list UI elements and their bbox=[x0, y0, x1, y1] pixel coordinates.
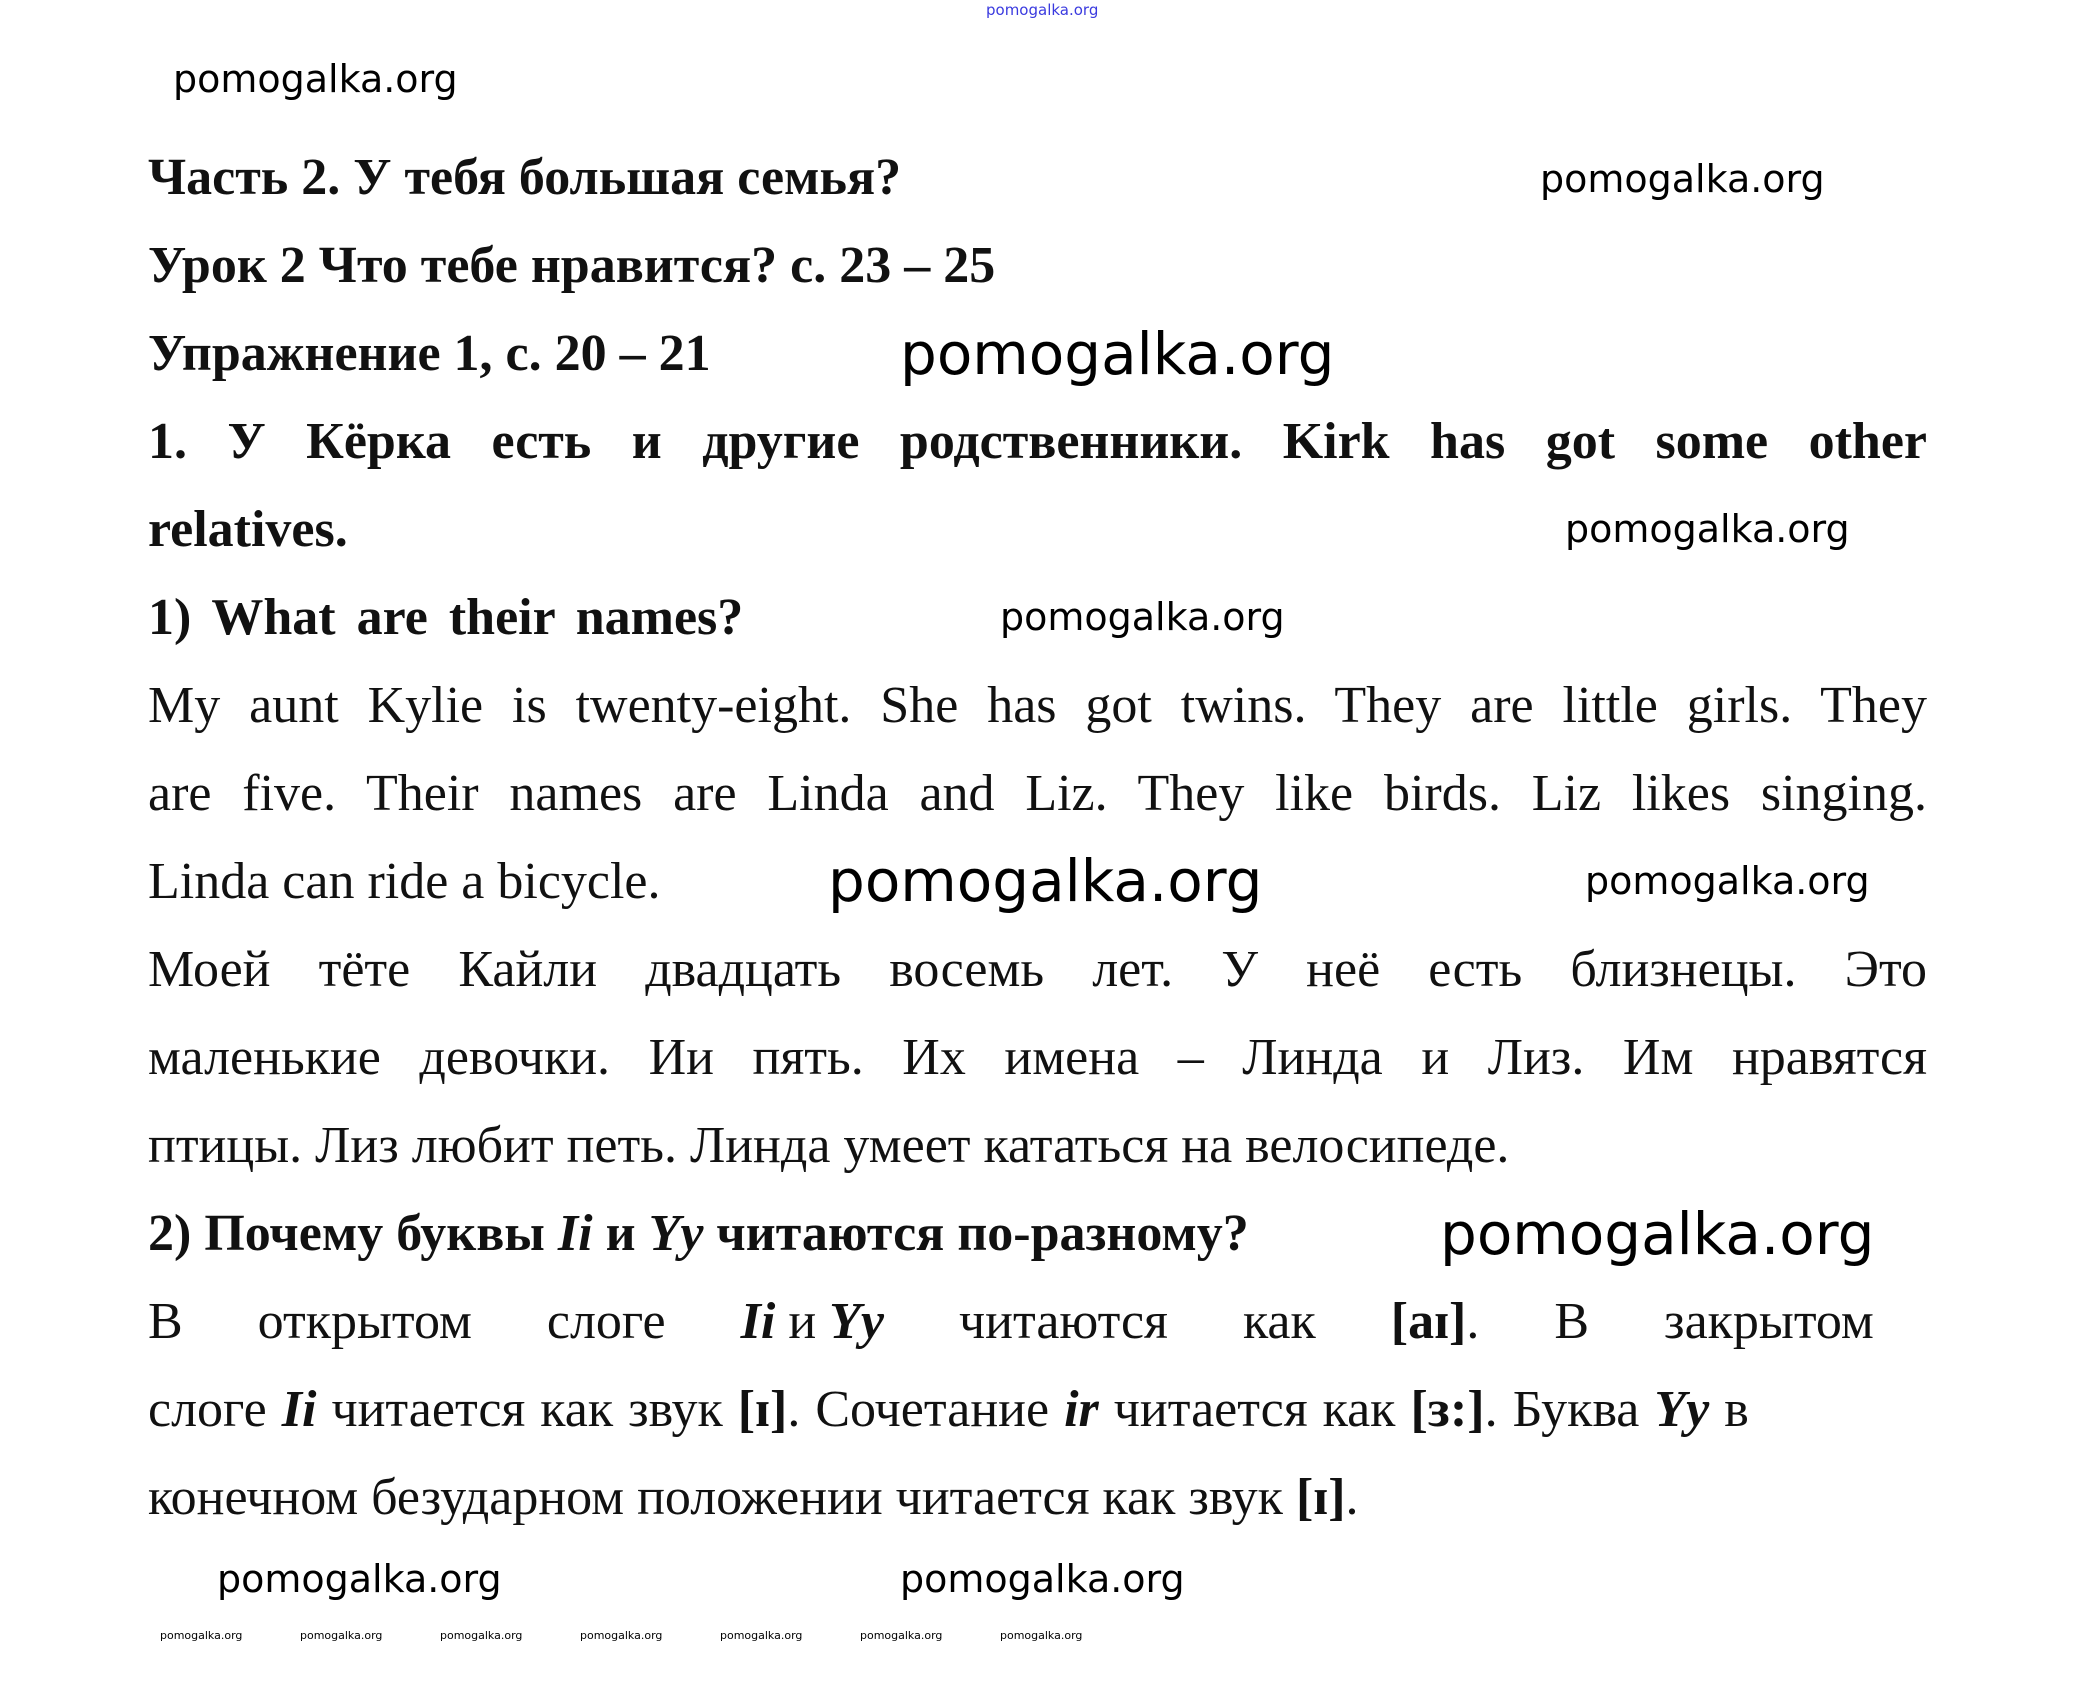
watermark: pomogalka.org bbox=[1440, 1200, 1875, 1268]
watermark: pomogalka.org bbox=[217, 1557, 502, 1601]
answer-text: читается как bbox=[1098, 1381, 1411, 1438]
answer-text: и bbox=[775, 1293, 830, 1350]
answer-text: читается как звук bbox=[316, 1381, 738, 1438]
watermark: pomogalka.org bbox=[173, 57, 458, 101]
answer-text: в bbox=[1709, 1381, 1749, 1438]
watermark: pomogalka.org bbox=[440, 1629, 523, 1642]
watermark: pomogalka.org bbox=[1585, 859, 1870, 903]
answer-line-3 bbox=[148, 1469, 1927, 1526]
letter-ii: Ii bbox=[281, 1381, 317, 1438]
watermark: pomogalka.org bbox=[1540, 157, 1825, 201]
lesson-heading: Урок 2 Что тебе нравится? с. 23 – 25 bbox=[148, 237, 996, 294]
transcription: [ɜ:] bbox=[1410, 1381, 1485, 1438]
exercise-heading: Упражнение 1, с. 20 – 21 bbox=[148, 325, 711, 382]
watermark: pomogalka.org bbox=[1565, 507, 1850, 551]
answer-text: . В закрытом bbox=[1466, 1293, 1874, 1350]
answer-line-1 bbox=[148, 1293, 1927, 1350]
watermark: pomogalka.org bbox=[580, 1629, 663, 1642]
q2-text: и bbox=[592, 1205, 649, 1262]
task-heading-line2: relatives. bbox=[148, 501, 348, 558]
letter-ii: Ii bbox=[740, 1293, 776, 1350]
answer-text: конечном безударном положении читается как звук bbox=[148, 1469, 1296, 1526]
letter-combination-ir: ir bbox=[1064, 1381, 1099, 1438]
russian-line: маленькие девочки. Ии пять. Их имена – Линда и Лиз. Им нравятся bbox=[148, 1029, 1927, 1086]
watermark: pomogalka.org bbox=[900, 320, 1335, 388]
watermark: pomogalka.org bbox=[1000, 1629, 1083, 1642]
answer-text: слоге bbox=[148, 1381, 282, 1438]
watermark: pomogalka.org bbox=[1000, 595, 1285, 639]
letter-ii: Ii bbox=[557, 1205, 593, 1262]
transcription: [aɪ] bbox=[1390, 1293, 1467, 1350]
english-line: are five. Their names are Linda and Liz. They like birds. Liz likes singing. bbox=[148, 765, 1927, 822]
watermark: pomogalka.org bbox=[860, 1629, 943, 1642]
transcription: [ɪ] bbox=[1295, 1469, 1346, 1526]
watermark: pomogalka.org bbox=[300, 1629, 383, 1642]
q2-text: читаются по-разному? bbox=[703, 1205, 1249, 1262]
watermark: pomogalka.org bbox=[986, 1, 1099, 19]
answer-text: . bbox=[1345, 1469, 1359, 1526]
answer-text: . Буква bbox=[1484, 1381, 1655, 1438]
watermark: pomogalka.org bbox=[160, 1629, 243, 1642]
answer-text: . Сочетание bbox=[787, 1381, 1065, 1438]
answer-text: читаются как bbox=[884, 1293, 1391, 1350]
english-line: Linda can ride a bicycle. bbox=[148, 853, 661, 910]
transcription: [ɪ] bbox=[737, 1381, 788, 1438]
letter-yy: Yy bbox=[829, 1293, 884, 1350]
letter-yy: Yy bbox=[1654, 1381, 1710, 1438]
answer-line-2 bbox=[148, 1381, 1927, 1438]
letter-yy: Yy bbox=[648, 1205, 704, 1262]
q2-text: 2) Почему буквы bbox=[148, 1205, 558, 1262]
part-heading: Часть 2. У тебя большая семья? bbox=[148, 149, 902, 206]
watermark: pomogalka.org bbox=[828, 847, 1263, 915]
question-1: 1) What are their names? bbox=[148, 589, 744, 646]
english-line: My aunt Kylie is twenty-eight. She has got twins. They are little girls. They bbox=[148, 677, 1927, 734]
watermark: pomogalka.org bbox=[720, 1629, 803, 1642]
russian-line: Моей тёте Кайли двадцать восемь лет. У неё есть близнецы. Это bbox=[148, 941, 1927, 998]
task-heading-line1: 1. У Кёрка есть и другие родственники. Kirk has got some other bbox=[148, 413, 1927, 470]
answer-text: В открытом слоге bbox=[148, 1293, 741, 1350]
watermark: pomogalka.org bbox=[900, 1557, 1185, 1601]
russian-line: птицы. Лиз любит петь. Линда умеет кататься на велосипеде. bbox=[148, 1117, 1510, 1174]
